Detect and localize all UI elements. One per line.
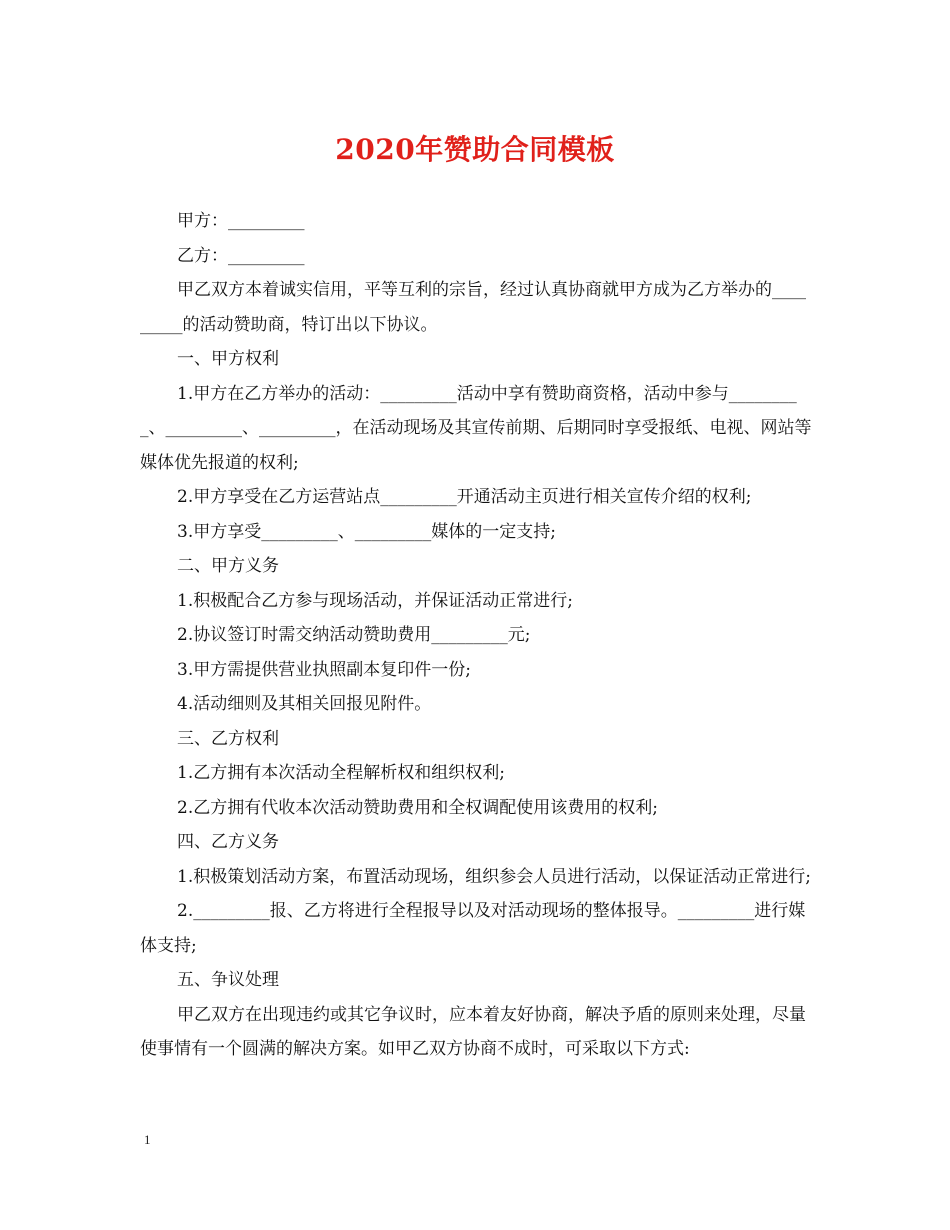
section-heading-party-a-obligations: 二、甲方义务: [177, 556, 279, 576]
clause-paragraph: 2.协议签订时需交纳活动赞助费用_________元;: [177, 625, 531, 645]
clause-paragraph: 1.甲方在乙方举办的活动：_________活动中享有赞助商资格，活动中参与_________、_________、_________，在活动现场及其宣传前期、后期同时享受报纸、电视、网站等媒体优先报道的权利;: [140, 383, 812, 473]
section-heading-dispute-resolution: 五、争议处理: [177, 970, 279, 990]
clause-paragraph: 1.积极策划活动方案，布置活动现场，组织参会人员进行活动，以保证活动正常进行;: [177, 866, 811, 887]
page-number: 1: [144, 1132, 151, 1147]
party-b-line: 乙方：_________: [177, 245, 305, 266]
dispute-paragraph: 甲乙双方在出现违约或其它争议时，应本着友好协商，解决予盾的原则来处理，尽量使事情有一个圆满的解决方案。如甲乙双方协商不成时，可采取以下方式:: [140, 1004, 806, 1059]
clause-paragraph: 1.乙方拥有本次活动全程解析权和组织权利;: [177, 763, 505, 783]
clause-paragraph: 2.甲方享受在乙方运营站点_________开通活动主页进行相关宣传介绍的权利;: [177, 487, 752, 507]
section-heading-party-b-rights: 三、乙方权利: [177, 728, 279, 749]
clause-paragraph: 1.积极配合乙方参与现场活动，并保证活动正常进行;: [177, 590, 573, 611]
section-heading-party-a-rights: 一、甲方权利: [177, 349, 279, 369]
document-body: [140, 204, 814, 1067]
document-title: 2020年赞助合同模板: [335, 133, 615, 166]
clause-paragraph: 3.甲方享受_________、_________媒体的一定支持;: [177, 521, 556, 542]
clause-paragraph: 2.乙方拥有代收本次活动赞助费用和全权调配使用该费用的权利;: [177, 797, 658, 818]
clause-paragraph: 3.甲方需提供营业执照副本复印件一份;: [177, 659, 471, 680]
party-a-line: 甲方：_________: [177, 211, 305, 231]
preamble-paragraph: 甲乙双方本着诚实信用，平等互利的宗旨，经过认真协商就甲方成为乙方举办的_________的活动赞助商，特订出以下协议。: [140, 280, 806, 335]
section-heading-party-b-obligations: 四、乙方义务: [177, 832, 279, 852]
clause-paragraph: 4.活动细则及其相关回报见附件。: [177, 694, 432, 714]
clause-paragraph: 2._________报、乙方将进行全程报导以及对活动现场的整体报导。_________进行媒体支持;: [140, 901, 806, 956]
